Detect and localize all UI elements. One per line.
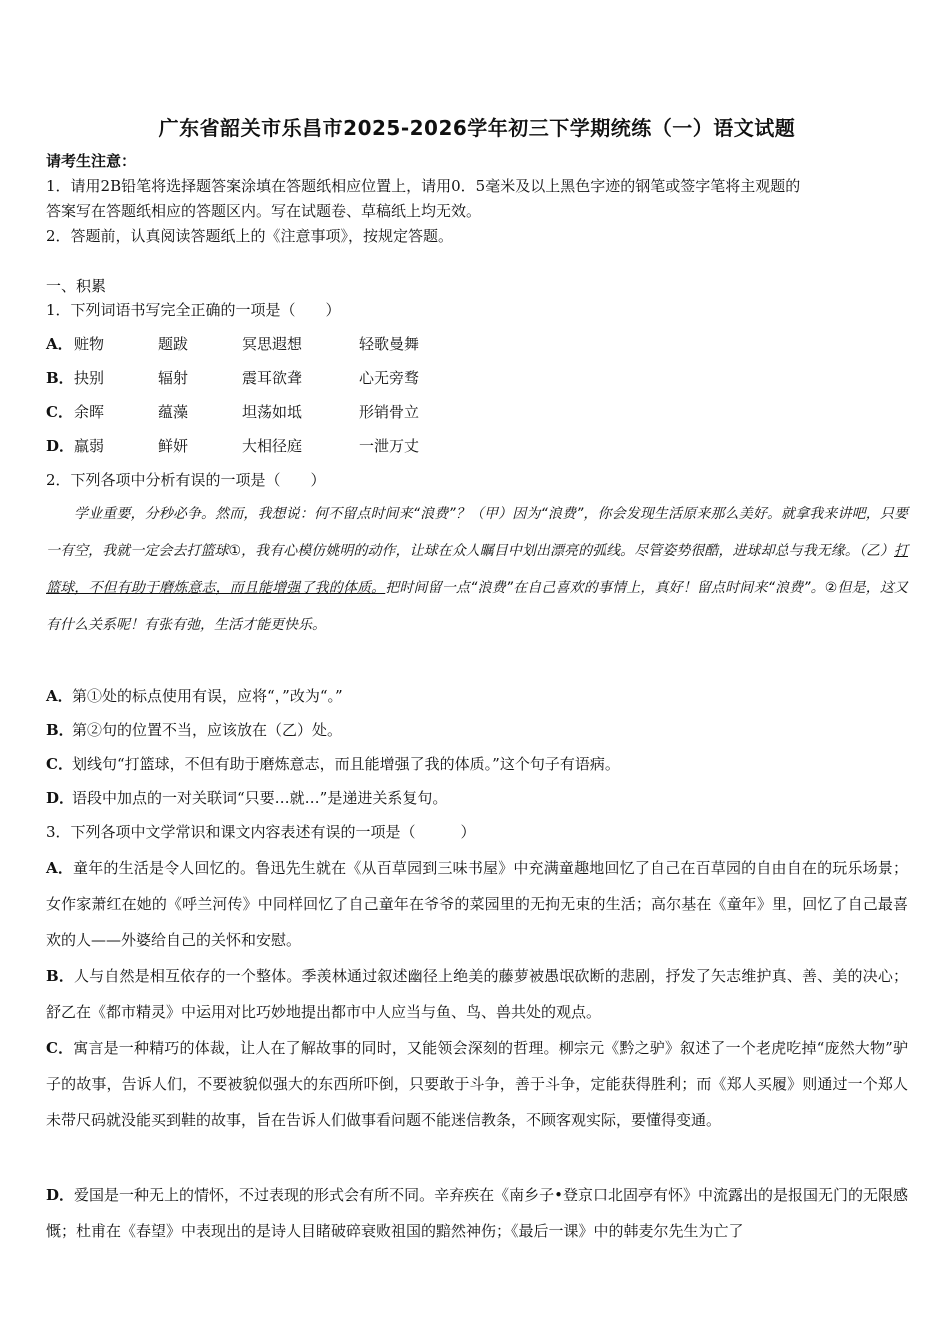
option-word: 震耳欲聋 [242, 369, 303, 387]
notice-item-1b: 答案写在答题纸相应的答题区内。写在试题卷、草稿纸上均无效。 [46, 202, 482, 220]
option-label: B． [46, 721, 74, 739]
q1-option-c[interactable] [46, 402, 420, 422]
q2-option-b[interactable] [46, 720, 342, 740]
q1-option-b[interactable] [46, 368, 420, 388]
q2-option-d[interactable] [46, 788, 447, 808]
option-word: 题跋 [158, 335, 189, 353]
option-text: 第①处的标点使用有误，应将“，”改为“。” [72, 687, 343, 705]
option-word: 心无旁骛 [359, 369, 420, 387]
option-word: 冥思遐想 [242, 335, 303, 353]
option-word: 余晖 [74, 403, 105, 421]
q3-option-d[interactable] [46, 1177, 908, 1249]
option-word: 抉别 [74, 369, 105, 387]
option-word: 赃物 [74, 335, 105, 353]
option-word: 坦荡如坻 [242, 403, 303, 421]
q2-stem: 2．下列各项中分析有误的一项是（ ） [46, 471, 326, 489]
section-heading: 一、积累 [46, 277, 107, 295]
option-word: 羸弱 [74, 437, 105, 455]
passage-underlined-sentence: 打篮球，不但有助于磨炼意志，而且能增强了我的体质。 [46, 543, 908, 596]
option-text: 语段中加点的一对关联词“只要…就…”是递进关系复句。 [72, 789, 448, 807]
option-text: 童年的生活是令人回忆的。鲁迅先生就在《从百草园到三味书屋》中充满童趣地回忆了自己在百草园的自由自在的玩乐场景；女作家萧红在她的《呼兰河传》中同样回忆了自己童年在爷爷的菜园里的无拘无束的生活；高尔基在《童年》里，回忆了自己最喜欢的人——外婆给自己的关怀和安慰。 [46, 859, 908, 949]
option-label: C． [46, 755, 73, 773]
option-label: A． [46, 687, 73, 705]
q2-passage [46, 496, 908, 644]
option-word: 辐射 [158, 369, 189, 387]
option-label: D． [46, 789, 75, 807]
q3-option-c[interactable] [46, 1030, 908, 1138]
option-text: 爱国是一种无上的情怀，不过表现的形式会有所不同。辛弃疾在《南乡子•登京口北固亭有怀》中流露出的是报国无门的无限感慨；杜甫在《春望》中表现出的是诗人目睹破碎衰败祖国的黯然神伤；《最后一课》中的韩麦尔先生为亡了 [46, 1186, 908, 1240]
option-word: 蕴藻 [158, 403, 189, 421]
passage-text: 学业重要，分秒必争。然而，我想说：何不留点时间来“浪费”？（甲）因为“浪费”，你会发现生活原来那么美好。就拿我来讲吧，只要一有空，我就一定会去打篮球①，我有心模仿姚明的动作，让球在众人瞩目中划出漂亮的弧线。尽管姿势很酷，进球却总与我无缘。（乙） [46, 506, 908, 559]
q1-option-d[interactable] [46, 436, 420, 456]
notice-heading: 请考生注意： [46, 152, 137, 170]
q3-option-b[interactable] [46, 958, 908, 1030]
option-word: 轻歌曼舞 [359, 335, 420, 353]
option-label: D． [46, 1186, 75, 1204]
option-label: D． [46, 437, 75, 455]
option-text: 划线句“打篮球，不但有助于磨炼意志，而且能增强了我的体质。”这个句子有语病。 [72, 755, 620, 773]
q3-stem: 3．下列各项中文学常识和课文内容表述有误的一项是（ ） [46, 823, 476, 841]
option-label: C． [46, 1039, 74, 1057]
option-label: C． [46, 403, 73, 421]
option-label: B． [46, 369, 74, 387]
q2-option-c[interactable] [46, 754, 620, 774]
q1-option-a[interactable] [46, 334, 420, 354]
option-text: 寓言是一种精巧的体裁，让人在了解故事的同时，又能领会深刻的哲理。柳宗元《黔之驴》叙述了一个老虎吃掉“庞然大物”驴子的故事，告诉人们，不要被貌似强大的东西所吓倒，只要敢于斗争，善于斗争，定能获得胜利；而《郑人买履》则通过一个郑人未带尺码就没能买到鞋的故事，旨在告诉人们做事看问题不能迷信教条，不顾客观实际，要懂得变通。 [46, 1039, 908, 1129]
q1-stem: 1．下列词语书写完全正确的一项是（ ） [46, 301, 341, 319]
notice-item-1a: 1．请用2B铅笔将选择题答案涂填在答题纸相应位置上，请用0．5毫米及以上黑色字迹的钢笔或签字笔将主观题的 [46, 177, 801, 195]
option-word: 鲜妍 [158, 437, 189, 455]
option-label: A． [46, 335, 73, 353]
q3-option-a[interactable] [46, 850, 908, 958]
option-word: 形销骨立 [359, 403, 420, 421]
notice-item-2: 2．答题前，认真阅读答题纸上的《注意事项》，按规定答题。 [46, 227, 454, 245]
option-word: 大相径庭 [242, 437, 303, 455]
option-label: A． [46, 859, 74, 877]
passage-text: 把时间留一点“浪费”在自己喜欢的事情上，真好！留点时间来“浪费”。②但是，这又有什么关系呢！有张有弛，生活才能更快乐。 [46, 580, 908, 633]
option-word: 一泄万丈 [359, 437, 420, 455]
option-text: 人与自然是相互依存的一个整体。季羡林通过叙述幽径上绝美的藤萝被愚氓砍断的悲剧，抒发了矢志维护真、善、美的决心；舒乙在《都市精灵》中运用对比巧妙地提出都市中人应当与鱼、鸟、兽共处的观点。 [46, 967, 908, 1021]
page-title: 广东省韶关市乐昌市2025-2026学年初三下学期统练（一）语文试题 [158, 116, 796, 140]
q2-option-a[interactable] [46, 686, 343, 706]
option-label: B． [46, 967, 75, 985]
option-text: 第②句的位置不当，应该放在（乙）处。 [72, 721, 343, 739]
